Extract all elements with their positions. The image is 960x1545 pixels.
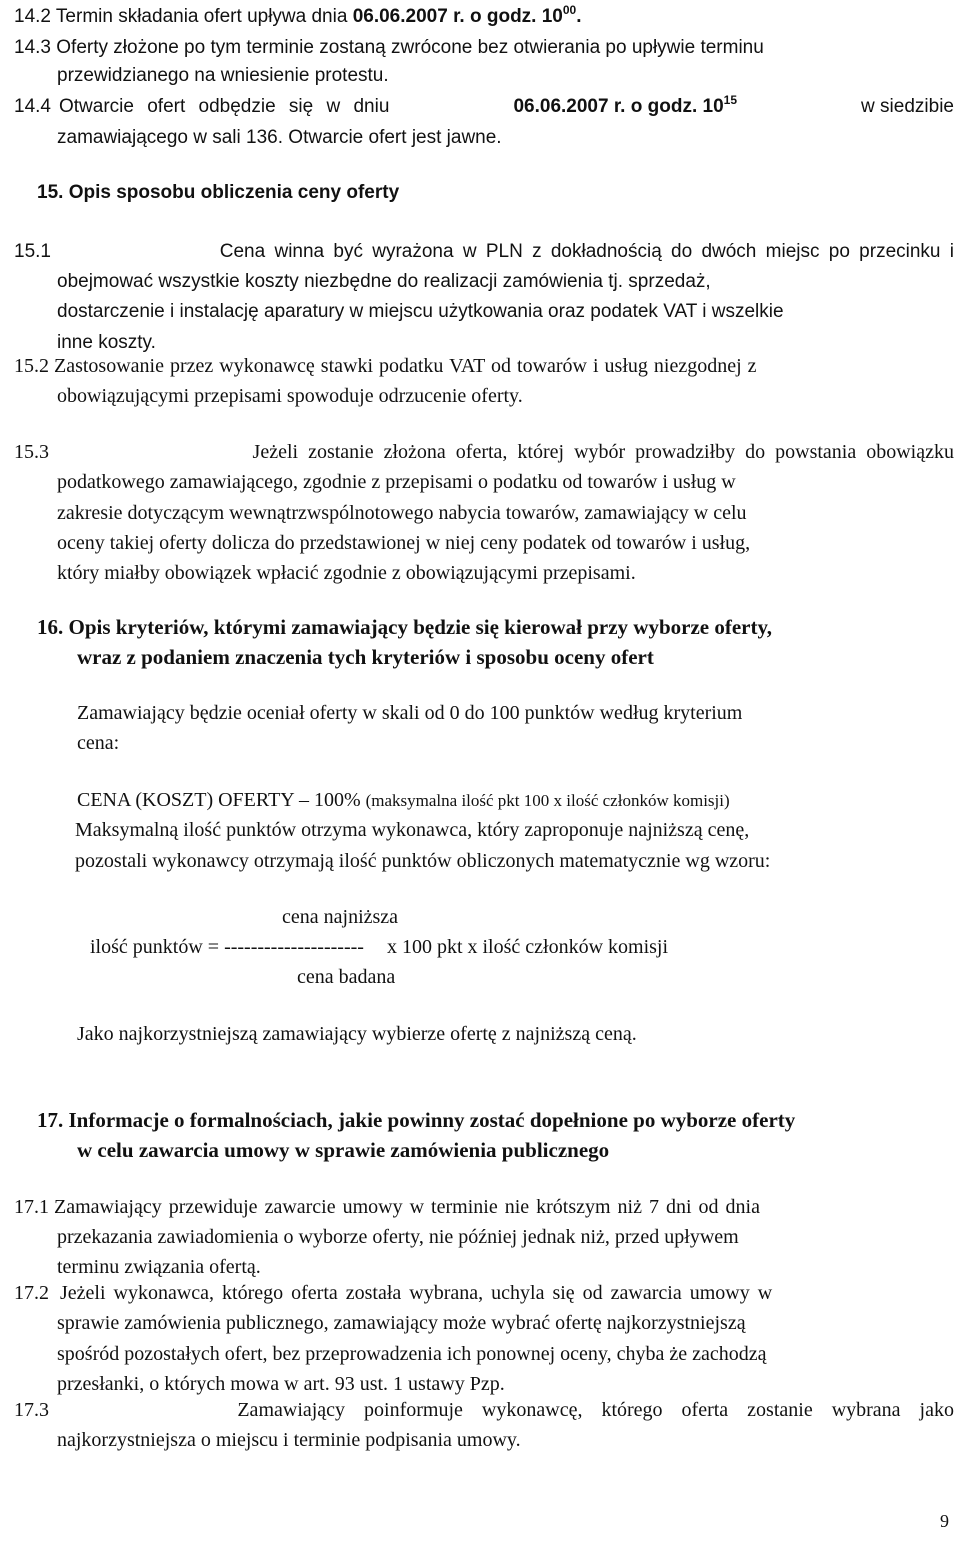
para-17-3-line1 bbox=[14, 1400, 954, 1420]
para-text: Zamawiający przewiduje zawarcie umowy w terminie nie krótszym niż 7 dni od dnia bbox=[54, 1196, 760, 1218]
para-17-2-line1 bbox=[14, 1283, 772, 1303]
formula-multiplier: x 100 pkt x ilość członków komisji bbox=[386, 936, 669, 958]
max-points-line1: Maksymalną ilość punktów otrzyma wykonawca, który zaproponuje najniższą cenę, bbox=[75, 819, 750, 841]
formula-lhs: ilość punktów = bbox=[90, 936, 220, 958]
criterion-note: (maksymalna ilość pkt 100 x ilość członków komisji) bbox=[365, 791, 730, 810]
period: . bbox=[576, 6, 582, 27]
para-number: 17.3 bbox=[14, 1399, 49, 1421]
para-15-1-line2: obejmować wszystkie koszty niezbędne do realizacji zamówienia tj. sprzedaż, bbox=[57, 271, 711, 292]
para-17-1-line1 bbox=[14, 1197, 760, 1217]
para-14-4-line1 bbox=[14, 93, 954, 117]
para-text: Termin składania ofert upływa dnia bbox=[55, 6, 348, 27]
para-number: 17.1 bbox=[14, 1196, 49, 1218]
para-15-1-line4: inne koszty. bbox=[57, 332, 156, 353]
para-14-3-line2: przewidzianego na wniesienie protestu. bbox=[57, 65, 389, 86]
best-offer-rule: Jako najkorzystniejszą zamawiający wybierze ofertę z najniższą ceną. bbox=[77, 1023, 637, 1045]
para-15-3-line5: który miałby obowiązek wpłacić zgodnie z obowiązującymi przepisami. bbox=[57, 562, 636, 584]
para-15-1-line3: dostarczenie i instalację aparatury w miejscu użytkowania oraz podatek VAT i wszelkie bbox=[57, 301, 784, 322]
para-15-1-line1 bbox=[14, 242, 954, 261]
para-number: 14.2 bbox=[14, 6, 51, 27]
para-number: 15.2 bbox=[14, 355, 49, 377]
formula-numerator: cena najniższa bbox=[282, 906, 399, 928]
formula-bar: --------------------- bbox=[224, 936, 364, 958]
formula-denominator: cena badana bbox=[297, 966, 396, 988]
para-17-2-line3: spośród pozostałych ofert, bez przeprowadzenia ich ponownej oceny, chyba że zachodzą bbox=[57, 1343, 767, 1365]
para-15-3-line2: podatkowego zamawiającego, zgodnie z przepisami o podatku od towarów i usług w bbox=[57, 471, 736, 493]
criteria-intro-line2: cena: bbox=[77, 732, 120, 754]
para-15-3-line4: oceny takiej oferty dolicza do przedstawionej w niej ceny podatek od towarów i usług, bbox=[57, 532, 751, 554]
para-number: 14.4 bbox=[14, 96, 51, 117]
section-16-heading-line2: wraz z podaniem znaczenia tych kryteriów i sposobu oceny ofert bbox=[77, 645, 654, 669]
section-17-heading-line2: w celu zawarcia umowy w sprawie zamówienia publicznego bbox=[77, 1138, 610, 1162]
para-14-3-line1 bbox=[14, 38, 764, 57]
para-text: Zastosowanie przez wykonawcę stawki podatku VAT od towarów i usług niezgodnej z bbox=[54, 355, 757, 377]
formula-line bbox=[90, 937, 668, 957]
para-14-4-line2: zamawiającego w sali 136. Otwarcie ofert jest jawne. bbox=[57, 127, 502, 148]
criteria-intro-line1: Zamawiający będzie oceniał oferty w skali od 0 do 100 punktów według kryterium bbox=[77, 702, 743, 724]
para-17-3-line2: najkorzystniejsza o miejscu i terminie podpisania umowy. bbox=[57, 1429, 521, 1451]
opening-date: 06.06.2007 r. o godz. 10 bbox=[513, 96, 724, 117]
deadline-minutes: 00 bbox=[562, 3, 577, 17]
section-16-heading-line1 bbox=[37, 617, 772, 638]
para-15-3-line1 bbox=[14, 442, 954, 462]
section-number: 17. bbox=[37, 1108, 64, 1132]
para-17-2-line2: sprawie zamówienia publicznego, zamawiający może wybrać ofertę najkorzystniejszą bbox=[57, 1312, 746, 1334]
opening-minutes: 15 bbox=[723, 93, 737, 107]
para-text: Cena winna być wyrażona w PLN z dokładnością do dwóch miejsc po przecinku i bbox=[219, 241, 954, 262]
para-text: Jeżeli wykonawca, którego oferta została wybrana, uchyla się od zawarcia umowy w bbox=[60, 1282, 773, 1304]
heading-text: Informacje o formalnościach, jakie powinny zostać dopełnione po wyborze oferty bbox=[68, 1108, 796, 1132]
price-criterion bbox=[77, 790, 730, 810]
para-17-1-line2: przekazania zawiadomienia o wyborze oferty, nie później jednak niż, przed upływem bbox=[57, 1226, 739, 1248]
para-14-2 bbox=[14, 3, 582, 27]
para-15-2-line1 bbox=[14, 356, 757, 376]
para-17-2-line4: przesłanki, o których mowa w art. 93 ust. 1 ustawy Pzp. bbox=[57, 1373, 505, 1395]
deadline-date: 06.06.2007 r. o godz. 10 bbox=[352, 6, 563, 27]
para-number: 15.3 bbox=[14, 441, 49, 463]
para-text: Oferty złożone po tym terminie zostaną zwrócone bez otwierania po upływie terminu bbox=[56, 37, 764, 58]
para-number: 15.1 bbox=[14, 241, 51, 262]
section-number: 16. bbox=[37, 615, 64, 639]
para-text: Zamawiający poinformuje wykonawcę, którego oferta zostanie wybrana jako bbox=[237, 1399, 954, 1421]
para-17-1-line3: terminu związania ofertą. bbox=[57, 1256, 261, 1278]
para-number: 14.3 bbox=[14, 37, 51, 58]
max-points-line2: pozostali wykonawcy otrzymają ilość punktów obliczonych matematycznie wg wzoru: bbox=[75, 850, 771, 872]
para-text: w siedzibie bbox=[861, 96, 954, 117]
para-15-2-line2: obowiązującymi przepisami spowoduje odrzucenie oferty. bbox=[57, 385, 523, 407]
heading-text: Opis kryteriów, którymi zamawiający będzie się kierował przy wyborze oferty, bbox=[68, 615, 773, 639]
para-text: Otwarcie ofert odbędzie się w dniu bbox=[58, 96, 390, 117]
page-number: 9 bbox=[940, 1511, 949, 1531]
para-15-3-line3: zakresie dotyczącym wewnątrzwspólnotowego nabycia towarów, zamawiający w celu bbox=[57, 502, 747, 524]
para-text: Jeżeli zostanie złożona oferta, której wybór prowadziłby do powstania obowiązku bbox=[252, 441, 954, 463]
section-15-heading: 15. Opis sposobu obliczenia ceny oferty bbox=[37, 182, 400, 203]
para-number: 17.2 bbox=[14, 1282, 49, 1304]
criterion-label: CENA (KOSZT) OFERTY – 100% bbox=[77, 789, 361, 811]
section-17-heading-line1 bbox=[37, 1110, 795, 1131]
